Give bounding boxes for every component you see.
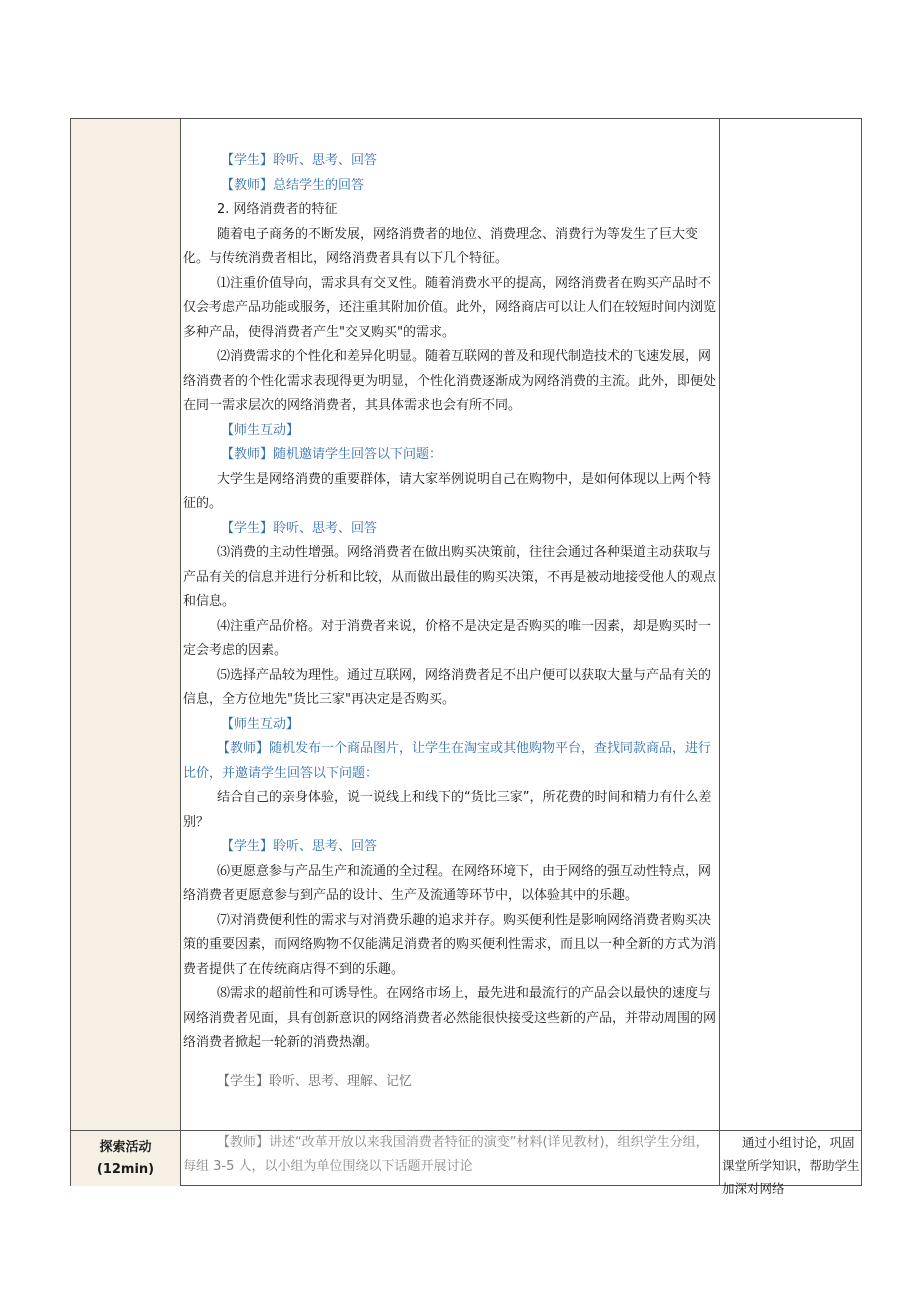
paragraph: ⑺对消费便利性的需求与对消费乐趣的追求并存。购买便利性是影响网络消费者购买决策的重要因素，而网络购物不仅能满足消费者的购买便利性需求，而且以一种全新的方式为消费者提供了在传统商店得不到的乐趣。 [183, 912, 717, 977]
paragraph: ⑹更愿意参与产品生产和流通的全过程。在网络环境下，由于网络的强互动性特点，网络消费者更愿意参与到产品的设计、生产及流通等环节中，以体验其中的乐趣。 [183, 863, 712, 903]
paragraph: 大学生是网络消费的重要群体，请大家举例说明自己在购物中，是如何体现以上两个特征的。 [183, 471, 712, 511]
content-paragraphs [181, 149, 720, 1094]
explore-activity-intent [720, 1131, 861, 1196]
paragraph: 【学生】聆听、思考、理解、记忆 [217, 1073, 413, 1089]
activity-duration: (12min) [96, 1162, 155, 1177]
paragraph: ⑶消费的主动性增强。网络消费者在做出购买决策前，往往会通过各种渠道主动获取与产品有关的信息并进行分析和比较，从而做出最佳的购买决策，不再是被动地接受他人的观点和信息。 [183, 545, 717, 609]
paragraph: 【教师】总结学生的回答 [221, 177, 365, 193]
paragraph: ⑸选择产品较为理性。通过互联网，网络消费者足不出户便可以获取大量与产品有关的信息，全方位地先"货比三家"再决定是否购买。 [183, 667, 712, 707]
paragraph: 【学生】聆听、思考、回答 [221, 520, 378, 536]
paragraph: ⑵消费需求的个性化和差异化明显。随着互联网的普及和现代制造技术的飞速发展，网络消费者的个性化需求表现得更为明显，个性化消费逐渐成为网络消费的主流。此外，即便处在同一需求层次的网络消费者，其具体需求也会有所不同。 [183, 349, 717, 413]
content-cell [181, 119, 720, 1130]
explore-activity-row [71, 1130, 861, 1196]
paragraph: ⑴注重价值导向，需求具有交叉性。随着消费水平的提高，网络消费者在购买产品时不仅会考虑产品功能或服务，还注重其附加价值。此外，网络商店可以让人们在较短时间内浏览多种产品，使得消费者产生"交叉购买"的需求。 [183, 275, 717, 340]
left-label-cell [71, 119, 181, 1130]
paragraph [181, 1056, 720, 1070]
paragraph: 【学生】聆听、思考、回答 [221, 153, 378, 168]
activity-title: 探索活动 [99, 1140, 152, 1155]
design-intent-cell [720, 119, 861, 1130]
design-intent-text: 通过小组讨论，巩固课堂所学知识，帮助学生加深对网络 [722, 1135, 860, 1196]
paragraph: ⑷注重产品价格。对于消费者来说，价格不是决定是否购买的唯一因素，却是购买时一定会考虑的因素。 [183, 618, 712, 658]
explore-activity-label [71, 1131, 181, 1186]
paragraph: ⑻需求的超前性和可诱导性。在网络市场上，最先进和最流行的产品会以最快的速度与网络消费者见面，具有创新意识的网络消费者必然能很快接受这些新的产品，并带动周围的网络消费者掀起一轮新的消费热潮。 [183, 986, 717, 1050]
paragraph: 随着电子商务的不断发展，网络消费者的地位、消费理念、消费行为等发生了巨大变化。与传统消费者相比，网络消费者具有以下几个特征。 [183, 226, 699, 266]
paragraph: 【师生互动】 [221, 422, 300, 438]
teacher-instruction: 【教师】讲述“改革开放以来我国消费者特征的演变”材料(详见教材)，组织学生分组，每组 3-5 人，以小组为单位围绕以下话题开展讨论 [183, 1135, 709, 1174]
paragraph: 【教师】随机发布一个商品图片，让学生在淘宝或其他购物平台，查找同款商品，进行比价，并邀请学生回答以下问题： [183, 741, 712, 781]
paragraph: 2. 网络消费者的特征 [217, 202, 338, 217]
explore-activity-content [181, 1131, 720, 1186]
paragraph: 【学生】聆听、思考、回答 [221, 839, 378, 854]
lesson-table [70, 118, 862, 1196]
paragraph: 【教师】随机邀请学生回答以下问题： [221, 447, 443, 462]
paragraph: 【师生互动】 [221, 716, 300, 732]
paragraph: 结合自己的亲身体验，说一说线上和线下的“货比三家”，所花费的时间和精力有什么差别？ [183, 790, 712, 830]
